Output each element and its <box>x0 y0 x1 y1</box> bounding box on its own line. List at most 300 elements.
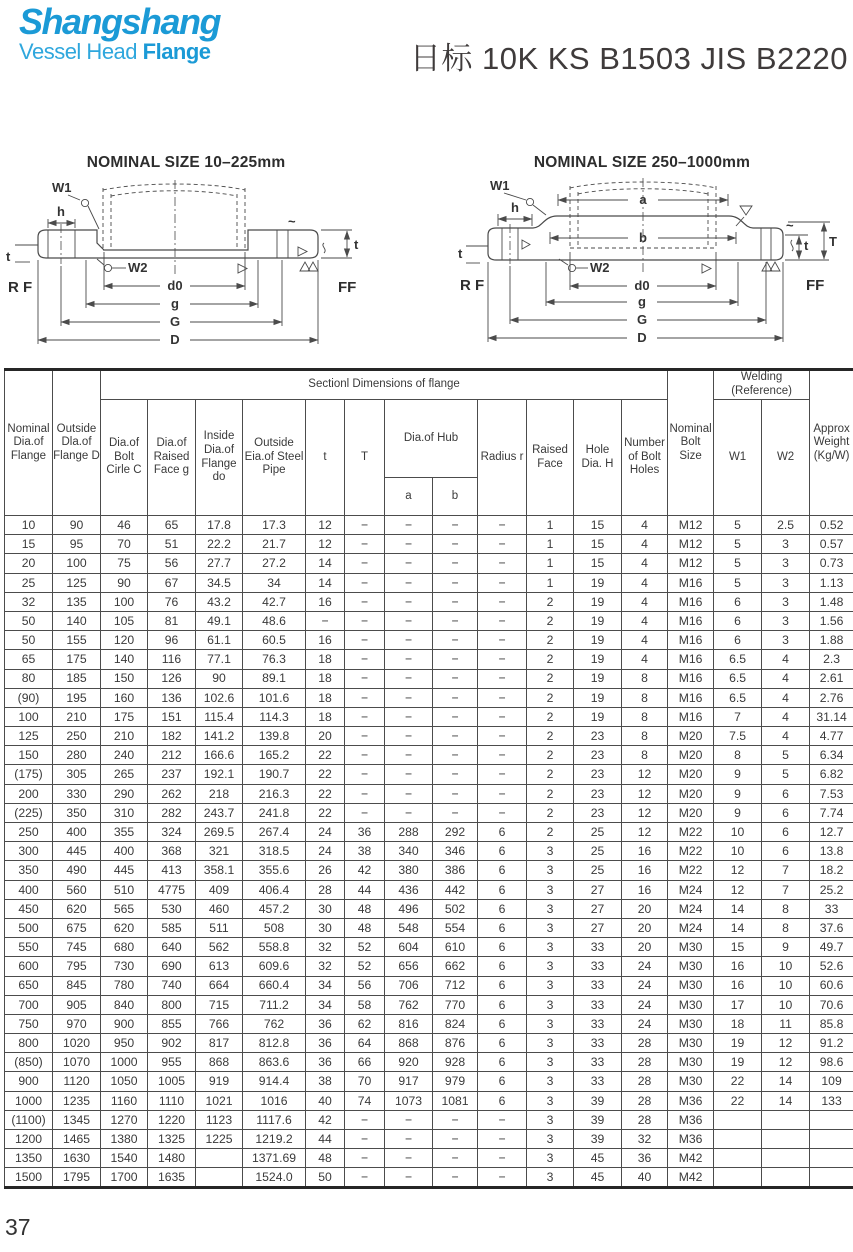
table-cell: 920 <box>385 1053 433 1072</box>
table-cell: 600 <box>5 957 53 976</box>
table-cell: M22 <box>668 823 714 842</box>
table-cell: 640 <box>148 938 196 957</box>
table-row <box>5 727 853 746</box>
table-cell: 31.14 <box>810 707 853 726</box>
dim-T <box>788 222 837 259</box>
table-cell: M30 <box>668 938 714 957</box>
table-cell: − <box>385 650 433 669</box>
table-cell: 18 <box>714 1014 762 1033</box>
table-cell: 16 <box>306 631 345 650</box>
table-cell: 52.6 <box>810 957 853 976</box>
table-cell: − <box>478 727 527 746</box>
table-cell: (175) <box>5 765 53 784</box>
dim-label-G: G <box>636 312 648 327</box>
table-cell: − <box>385 765 433 784</box>
table-cell: 243.7 <box>196 803 243 822</box>
table-cell: 0.57 <box>810 535 853 554</box>
table-cell: 1.88 <box>810 631 853 650</box>
table-cell: 25 <box>5 573 53 592</box>
col-header-outside-pipe: Outside Eia.of Steel Pipe <box>243 400 306 516</box>
table-cell: 14 <box>762 1091 810 1110</box>
table-cell: 762 <box>385 995 433 1014</box>
face-label-rf: R F <box>8 279 33 296</box>
table-cell: 6 <box>478 1091 527 1110</box>
face-label-ff: FF <box>338 279 357 296</box>
table-cell: M20 <box>668 727 714 746</box>
col-header-raised-face-g: Dia.of Raised Face g <box>148 400 196 516</box>
table-cell: 17 <box>714 995 762 1014</box>
table-cell: 24 <box>306 842 345 861</box>
table-cell: 745 <box>53 938 101 957</box>
table-cell: 114.3 <box>243 707 306 726</box>
weld-label-w2 <box>97 259 148 275</box>
table-cell: 845 <box>53 976 101 995</box>
table-cell: 25.2 <box>810 880 853 899</box>
table-cell: − <box>478 1110 527 1129</box>
table-cell <box>762 1168 810 1187</box>
col-header-raised-face: Raised Face <box>527 400 574 516</box>
table-row <box>5 650 853 669</box>
table-cell: 905 <box>53 995 101 1014</box>
table-cell: 210 <box>53 707 101 726</box>
table-cell: 58 <box>345 995 385 1014</box>
flange-body-outline <box>38 230 318 258</box>
table-cell: 620 <box>53 899 101 918</box>
table-cell: 4 <box>622 573 668 592</box>
flange-table-container <box>4 368 853 1189</box>
table-cell: 24 <box>306 823 345 842</box>
table-cell: 550 <box>5 938 53 957</box>
table-cell: (850) <box>5 1053 53 1072</box>
table-cell: − <box>433 688 478 707</box>
col-header-hub-dia: Dia.of Hub <box>385 400 478 478</box>
table-cell: 970 <box>53 1014 101 1033</box>
table-cell: 305 <box>53 765 101 784</box>
table-row <box>5 938 853 957</box>
table-cell: 16 <box>714 957 762 976</box>
table-cell: − <box>385 688 433 707</box>
table-cell: 10 <box>762 976 810 995</box>
table-cell: 460 <box>196 899 243 918</box>
table-cell: 6 <box>478 899 527 918</box>
table-cell: 51 <box>148 535 196 554</box>
table-cell: 18 <box>306 688 345 707</box>
table-cell: 902 <box>148 1034 196 1053</box>
table-cell: − <box>478 516 527 535</box>
table-cell: 3 <box>527 861 574 880</box>
table-cell: 74 <box>345 1091 385 1110</box>
table-cell: 19 <box>574 631 622 650</box>
table-cell: 1225 <box>196 1130 243 1149</box>
table-cell: 4 <box>622 535 668 554</box>
table-cell: 664 <box>196 976 243 995</box>
table-row <box>5 918 853 937</box>
table-cell: 27 <box>574 918 622 937</box>
table-cell: 98.6 <box>810 1053 853 1072</box>
table-cell: 321 <box>196 842 243 861</box>
table-cell: 7.5 <box>714 727 762 746</box>
table-cell: 32 <box>5 592 53 611</box>
table-cell: 18 <box>306 707 345 726</box>
table-cell: M30 <box>668 1053 714 1072</box>
table-cell: M24 <box>668 918 714 937</box>
table-cell: 50 <box>306 1168 345 1187</box>
table-cell: 5 <box>714 573 762 592</box>
table-cell: − <box>433 1110 478 1129</box>
table-cell: 64 <box>345 1034 385 1053</box>
table-cell: 75 <box>101 554 148 573</box>
table-cell: 15 <box>574 554 622 573</box>
table-cell: 548 <box>385 918 433 937</box>
table-cell: 33 <box>574 995 622 1014</box>
table-cell: 77.1 <box>196 650 243 669</box>
table-cell: 61.1 <box>196 631 243 650</box>
table-cell: 1220 <box>148 1110 196 1129</box>
table-cell: M16 <box>668 650 714 669</box>
table-cell: 4 <box>622 516 668 535</box>
table-cell: 1540 <box>101 1149 148 1168</box>
table-cell: M30 <box>668 957 714 976</box>
table-cell: 28 <box>622 1034 668 1053</box>
table-cell: 27 <box>574 880 622 899</box>
table-cell: M30 <box>668 1014 714 1033</box>
table-cell: 267.4 <box>243 823 306 842</box>
table-cell: − <box>433 592 478 611</box>
table-cell: 19 <box>574 611 622 630</box>
table-cell: 4 <box>762 727 810 746</box>
dim-D <box>488 262 783 345</box>
table-cell: 151 <box>148 707 196 726</box>
table-cell: 715 <box>196 995 243 1014</box>
table-cell: 8 <box>622 727 668 746</box>
dim-t-left <box>6 245 38 264</box>
logo-tagline-vessel: Vessel Head <box>19 39 143 64</box>
table-cell: 19 <box>574 707 622 726</box>
table-cell: 24 <box>622 995 668 1014</box>
table-cell: 840 <box>101 995 148 1014</box>
table-cell: 2 <box>527 784 574 803</box>
table-cell: 22 <box>714 1072 762 1091</box>
table-cell: 1110 <box>148 1091 196 1110</box>
table-cell: 36 <box>306 1053 345 1072</box>
table-cell: 32 <box>306 957 345 976</box>
table-row <box>5 707 853 726</box>
table-cell: − <box>433 554 478 573</box>
table-cell: 1005 <box>148 1072 196 1091</box>
table-cell: 7 <box>762 861 810 880</box>
table-row <box>5 1168 853 1187</box>
table-cell: − <box>478 707 527 726</box>
table-cell: 3 <box>527 880 574 899</box>
table-cell: 3 <box>527 842 574 861</box>
table-cell: 16 <box>622 880 668 899</box>
table-cell: 400 <box>5 880 53 899</box>
table-header <box>5 370 853 516</box>
table-cell: 195 <box>53 688 101 707</box>
table-cell: 155 <box>53 631 101 650</box>
table-cell: 125 <box>5 727 53 746</box>
table-cell: 27.2 <box>243 554 306 573</box>
table-cell: 7 <box>762 880 810 899</box>
table-cell: 175 <box>53 650 101 669</box>
table-cell: 250 <box>53 727 101 746</box>
table-cell: − <box>345 1149 385 1168</box>
table-cell: 12 <box>306 535 345 554</box>
table-cell: 1000 <box>101 1053 148 1072</box>
table-cell: 40 <box>622 1168 668 1187</box>
table-row <box>5 554 853 573</box>
table-cell: 33 <box>574 938 622 957</box>
table-cell: 165.2 <box>243 746 306 765</box>
table-cell: 89.1 <box>243 669 306 688</box>
table-cell: M30 <box>668 1034 714 1053</box>
table-cell: − <box>478 784 527 803</box>
table-cell: − <box>345 727 385 746</box>
table-cell: 28 <box>622 1091 668 1110</box>
table-cell: − <box>306 611 345 630</box>
table-cell: 20 <box>5 554 53 573</box>
table-cell: 1021 <box>196 1091 243 1110</box>
table-cell: 175 <box>101 707 148 726</box>
page-title: 日标 10K KS B1503 JIS B2220 <box>409 41 848 76</box>
table-cell: − <box>345 688 385 707</box>
table-cell: 16 <box>714 976 762 995</box>
table-cell: 816 <box>385 1014 433 1033</box>
table-cell: 1050 <box>101 1072 148 1091</box>
table-cell: 24 <box>622 957 668 976</box>
table-cell: − <box>478 1168 527 1187</box>
table-row <box>5 823 853 842</box>
col-header-nominal-dia: Nominal Dia.of Flange <box>5 370 53 516</box>
table-cell: 6.5 <box>714 688 762 707</box>
table-cell: 450 <box>5 899 53 918</box>
col-header-radius: Radius r <box>478 400 527 516</box>
table-cell: 2 <box>527 727 574 746</box>
page-number: 37 <box>5 1214 31 1240</box>
table-row <box>5 1053 853 1072</box>
table-cell: 3 <box>527 899 574 918</box>
table-cell: 1020 <box>53 1034 101 1053</box>
flange-diagram-large-sizes <box>430 140 853 355</box>
col-header-w1: W1 <box>714 400 762 516</box>
table-cell: 6 <box>478 880 527 899</box>
table-cell: − <box>345 516 385 535</box>
table-cell: 11 <box>762 1014 810 1033</box>
table-cell: M24 <box>668 899 714 918</box>
table-row <box>5 861 853 880</box>
table-cell: 18 <box>306 650 345 669</box>
table-cell: 36 <box>306 1034 345 1053</box>
table-cell: 1 <box>527 516 574 535</box>
table-row <box>5 995 853 1014</box>
table-cell: − <box>478 554 527 573</box>
table-cell: 1270 <box>101 1110 148 1129</box>
table-cell: − <box>385 1110 433 1129</box>
table-cell: 508 <box>243 918 306 937</box>
table-cell: − <box>385 746 433 765</box>
table-cell: M16 <box>668 592 714 611</box>
flange-dimensions-table <box>4 368 853 1189</box>
table-cell: 282 <box>148 803 196 822</box>
table-cell: 711.2 <box>243 995 306 1014</box>
table-cell: 6 <box>478 861 527 880</box>
table-cell: 65 <box>5 650 53 669</box>
table-cell: 358.1 <box>196 861 243 880</box>
table-cell: − <box>385 707 433 726</box>
table-cell: 192.1 <box>196 765 243 784</box>
table-cell: 8 <box>622 707 668 726</box>
table-cell: 48 <box>345 918 385 937</box>
pipe-dashed-outline <box>103 184 245 250</box>
table-cell: 14 <box>306 554 345 573</box>
table-cell: 19 <box>574 688 622 707</box>
table-cell: 4 <box>622 650 668 669</box>
table-cell: − <box>433 535 478 554</box>
table-cell: − <box>478 573 527 592</box>
table-cell: 90 <box>196 669 243 688</box>
table-cell: 9 <box>714 765 762 784</box>
table-cell: 25 <box>574 842 622 861</box>
table-cell: − <box>433 611 478 630</box>
table-cell: 91.2 <box>810 1034 853 1053</box>
table-cell: 324 <box>148 823 196 842</box>
table-cell: 70 <box>345 1072 385 1091</box>
table-cell: 22 <box>306 765 345 784</box>
table-row <box>5 1149 853 1168</box>
table-row <box>5 592 853 611</box>
table-cell: 740 <box>148 976 196 995</box>
table-cell: 25 <box>574 823 622 842</box>
table-cell: 49.7 <box>810 938 853 957</box>
table-cell: 126 <box>148 669 196 688</box>
table-cell: 90 <box>101 573 148 592</box>
table-cell: 17.8 <box>196 516 243 535</box>
table-cell: 6 <box>762 803 810 822</box>
table-cell: 141.2 <box>196 727 243 746</box>
weld-label-w2 <box>559 259 610 275</box>
dim-label-T: T <box>829 234 837 249</box>
table-cell: 706 <box>385 976 433 995</box>
table-cell: M16 <box>668 611 714 630</box>
table-cell: 4 <box>762 707 810 726</box>
table-cell: 102.6 <box>196 688 243 707</box>
table-cell: 457.2 <box>243 899 306 918</box>
table-cell: 762 <box>243 1014 306 1033</box>
table-cell: 565 <box>101 899 148 918</box>
table-cell: 23 <box>574 803 622 822</box>
table-cell: 1016 <box>243 1091 306 1110</box>
table-cell: 4 <box>762 669 810 688</box>
table-cell: 43.2 <box>196 592 243 611</box>
table-cell: 12 <box>622 803 668 822</box>
logo-tagline <box>19 41 220 63</box>
table-cell: 1120 <box>53 1072 101 1091</box>
table-cell: 50 <box>5 631 53 650</box>
table-cell: 24 <box>622 976 668 995</box>
table-cell: 70 <box>101 535 148 554</box>
table-cell: 218 <box>196 784 243 803</box>
table-cell: 6 <box>762 784 810 803</box>
table-cell: 81 <box>148 611 196 630</box>
table-cell: 19 <box>714 1034 762 1053</box>
table-cell: 660.4 <box>243 976 306 995</box>
table-cell: 32 <box>622 1130 668 1149</box>
table-cell: 292 <box>433 823 478 842</box>
table-cell: 34 <box>306 995 345 1014</box>
table-cell: 1524.0 <box>243 1168 306 1187</box>
table-cell: 45 <box>574 1149 622 1168</box>
table-cell: 139.8 <box>243 727 306 746</box>
table-cell: 90 <box>53 516 101 535</box>
table-cell: 876 <box>433 1034 478 1053</box>
table-row <box>5 535 853 554</box>
table-cell: − <box>345 631 385 650</box>
flange-diagram-small-sizes <box>0 140 430 355</box>
table-cell <box>810 1168 853 1187</box>
table-cell: 4 <box>762 688 810 707</box>
table-cell: 1795 <box>53 1168 101 1187</box>
table-cell: 4 <box>622 554 668 573</box>
table-cell: 12 <box>762 1053 810 1072</box>
table-cell: − <box>345 592 385 611</box>
table-cell: 290 <box>101 784 148 803</box>
table-cell: 1123 <box>196 1110 243 1129</box>
table-cell: 613 <box>196 957 243 976</box>
table-cell: 33 <box>574 957 622 976</box>
table-cell: 400 <box>53 823 101 842</box>
table-cell: M42 <box>668 1149 714 1168</box>
table-row <box>5 669 853 688</box>
table-cell <box>196 1149 243 1168</box>
table-cell: 950 <box>101 1034 148 1053</box>
table-cell: 22.2 <box>196 535 243 554</box>
table-cell: 50 <box>5 611 53 630</box>
table-cell: 16 <box>622 861 668 880</box>
table-cell: 766 <box>196 1014 243 1033</box>
table-cell: − <box>385 1130 433 1149</box>
table-cell: 48 <box>306 1149 345 1168</box>
table-cell: 928 <box>433 1053 478 1072</box>
table-cell: 445 <box>53 842 101 861</box>
table-cell: − <box>345 669 385 688</box>
table-cell: 620 <box>101 918 148 937</box>
table-cell: − <box>385 516 433 535</box>
table-cell: 28 <box>622 1110 668 1129</box>
dim-label-t-right: t <box>354 237 359 252</box>
table-cell: 80 <box>5 669 53 688</box>
col-header-inside-dia: Inside Dia.of Flange do <box>196 400 243 516</box>
table-cell: 237 <box>148 765 196 784</box>
table-cell: 712 <box>433 976 478 995</box>
table-cell: 33 <box>574 1034 622 1053</box>
dim-label-g: g <box>171 296 179 311</box>
table-cell: 1160 <box>101 1091 148 1110</box>
table-cell: 28 <box>306 880 345 899</box>
table-cell: 76.3 <box>243 650 306 669</box>
table-cell: 210 <box>101 727 148 746</box>
table-cell: 5 <box>762 746 810 765</box>
dim-label-g: g <box>638 294 646 309</box>
dim-label-d0: d0 <box>167 278 183 293</box>
table-cell: 955 <box>148 1053 196 1072</box>
table-cell: − <box>345 1168 385 1187</box>
table-cell: 1073 <box>385 1091 433 1110</box>
table-cell: 23 <box>574 784 622 803</box>
table-cell: 1380 <box>101 1130 148 1149</box>
table-cell: 442 <box>433 880 478 899</box>
table-cell: − <box>385 592 433 611</box>
table-cell: 182 <box>148 727 196 746</box>
